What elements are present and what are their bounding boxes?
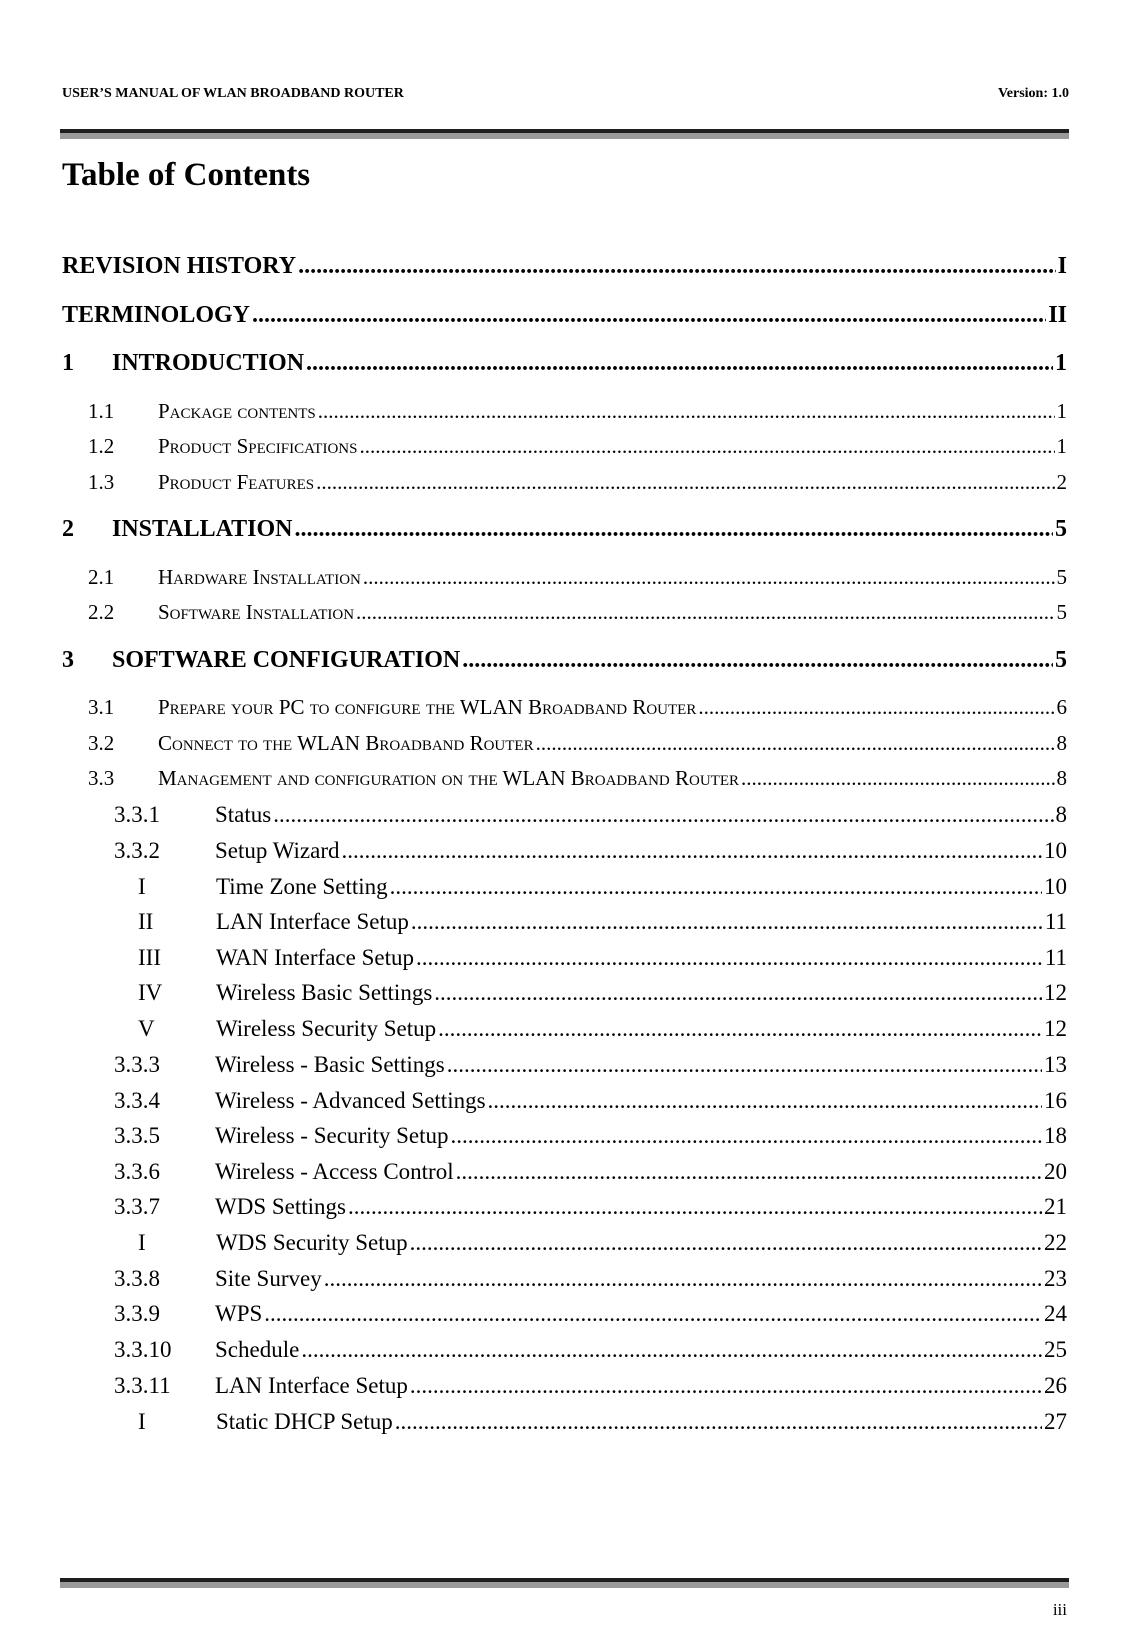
toc-leader: [295, 516, 1054, 543]
toc-page: 10: [1044, 874, 1067, 899]
toc-number: 3.3: [88, 766, 115, 790]
toc-number: 1: [62, 350, 74, 376]
toc-title: Wireless - Advanced Settings: [215, 1088, 486, 1113]
toc-page: 5: [1055, 647, 1067, 673]
header-rule: [60, 129, 1069, 139]
toc-number: 3: [62, 647, 74, 673]
toc-title: Product Features: [158, 470, 315, 494]
toc-title: Status: [215, 802, 272, 827]
toc-entry[interactable]: [114, 1301, 1067, 1331]
toc-entry[interactable]: [62, 647, 1067, 677]
toc-page: 2: [1056, 470, 1067, 494]
manual-title: USER’S MANUAL OF WLAN BROADBAND ROUTER: [62, 86, 404, 101]
toc-title: Software Installation: [158, 600, 355, 624]
toc-title: Wireless - Security Setup: [215, 1123, 449, 1148]
toc-page: 8: [1056, 731, 1067, 755]
toc-page: 11: [1044, 909, 1067, 934]
toc-leader: [359, 434, 1054, 459]
toc-page: 1: [1055, 350, 1067, 376]
toc-page: 18: [1044, 1123, 1067, 1148]
toc-leader: [438, 1016, 1042, 1042]
toc-number: 3.1: [88, 695, 115, 719]
toc-title: Hardware Installation: [158, 565, 361, 589]
toc-entry[interactable]: [88, 434, 1067, 464]
toc-title: Wireless Security Setup: [216, 1016, 437, 1041]
toc-number: 3.3.11: [114, 1373, 171, 1398]
toc-entry[interactable]: [114, 1373, 1067, 1403]
toc-title: TERMINOLOGY: [62, 302, 251, 328]
toc-entry[interactable]: [88, 695, 1067, 725]
toc-page: II: [1048, 302, 1067, 328]
toc-entry[interactable]: [114, 1088, 1067, 1118]
toc-title: SOFTWARE CONFIGURATION: [112, 647, 461, 673]
toc-title: WAN Interface Setup: [216, 945, 414, 970]
toc-title: Site Survey: [215, 1266, 322, 1291]
toc-leader: [395, 1409, 1042, 1435]
toc-entry[interactable]: [62, 253, 1067, 283]
toc-entry[interactable]: [114, 1194, 1067, 1224]
toc-leader: [698, 695, 1054, 720]
toc-page: 24: [1044, 1301, 1067, 1326]
toc-entry[interactable]: [62, 302, 1067, 332]
toc-entry[interactable]: [138, 945, 1067, 975]
version-label: Version: 1.0: [997, 86, 1069, 101]
footer-rule: [60, 1578, 1069, 1588]
toc-page: 5: [1055, 516, 1067, 542]
toc-number: 3.3.8: [114, 1266, 160, 1291]
toc-number: II: [138, 909, 154, 934]
toc-title: Product Specifications: [158, 434, 358, 458]
toc-number: 3.3.1: [114, 802, 160, 827]
toc-number: 2.1: [88, 565, 115, 589]
toc-number: 3.3.5: [114, 1123, 160, 1148]
page-number: iii: [1052, 1600, 1067, 1619]
toc-leader: [264, 1301, 1042, 1327]
toc-entry[interactable]: [138, 1230, 1067, 1260]
toc-entry[interactable]: [62, 516, 1067, 546]
toc-title: INTRODUCTION: [112, 350, 305, 376]
toc-number: 3.3.2: [114, 838, 160, 863]
toc-entry[interactable]: [114, 1052, 1067, 1082]
toc-leader: [306, 350, 1053, 377]
toc-entry[interactable]: [138, 1016, 1067, 1046]
toc-title: WDS Settings: [215, 1194, 346, 1219]
toc-page: 8: [1056, 766, 1067, 790]
page-header: [62, 86, 1069, 106]
toc-title: WPS: [215, 1301, 263, 1326]
toc-number: 3.3.9: [114, 1301, 160, 1326]
toc-page: 12: [1044, 1016, 1067, 1041]
toc-title: Time Zone Setting: [216, 874, 388, 899]
toc-number: 2: [62, 516, 74, 542]
toc-number: 3.2: [88, 731, 115, 755]
toc-number: I: [138, 1409, 146, 1434]
toc-number: 3.3.3: [114, 1052, 160, 1077]
toc-leader: [411, 909, 1043, 935]
toc-number: IV: [138, 980, 163, 1005]
toc-page: 10: [1044, 838, 1067, 863]
toc-entry[interactable]: [88, 731, 1067, 761]
toc-entry[interactable]: [88, 470, 1067, 500]
toc-title: Setup Wizard: [215, 838, 340, 863]
toc-leader: [451, 1123, 1043, 1149]
toc-leader: [410, 1373, 1042, 1399]
toc-entry[interactable]: [114, 802, 1067, 832]
toc-leader: [324, 1266, 1042, 1292]
toc-number: I: [138, 1230, 146, 1255]
toc-entry[interactable]: [138, 874, 1067, 904]
toc-entry[interactable]: [88, 565, 1067, 595]
toc-title: Wireless - Access Control: [215, 1159, 454, 1184]
toc-leader: [741, 766, 1054, 791]
toc-entry[interactable]: [114, 838, 1067, 868]
toc-number: 3.3.7: [114, 1194, 160, 1219]
toc-page: 16: [1044, 1088, 1067, 1113]
toc-leader: [416, 945, 1043, 971]
toc-entry[interactable]: [88, 399, 1067, 429]
toc-leader: [318, 399, 1055, 424]
toc-number: I: [138, 874, 146, 899]
toc-title: Management and configuration on the WLAN Broadband Router: [158, 766, 740, 790]
toc-entry[interactable]: [114, 1123, 1067, 1153]
toc-page: 8: [1055, 802, 1067, 827]
toc-page: 27: [1044, 1409, 1067, 1434]
toc-leader: [410, 1230, 1042, 1256]
toc-number: 2.2: [88, 600, 115, 624]
toc-entry[interactable]: [114, 1337, 1067, 1367]
toc-leader: [447, 1052, 1042, 1078]
toc-title: Wireless Basic Settings: [216, 980, 433, 1005]
toc-leader: [301, 1337, 1042, 1363]
toc-title: LAN Interface Setup: [215, 1373, 408, 1398]
toc-entry[interactable]: [88, 600, 1067, 630]
toc-leader: [363, 565, 1055, 590]
toc-page: 13: [1044, 1052, 1067, 1077]
page-title: Table of Contents: [62, 157, 311, 193]
toc-page: 26: [1044, 1373, 1067, 1398]
toc-page: 6: [1056, 695, 1067, 719]
toc-entry[interactable]: [88, 766, 1067, 796]
toc-entry[interactable]: [62, 350, 1067, 380]
toc-entry[interactable]: [138, 980, 1067, 1010]
toc-entry[interactable]: [114, 1159, 1067, 1189]
toc-title: WDS Security Setup: [216, 1230, 408, 1255]
toc-leader: [434, 980, 1042, 1006]
toc-leader: [252, 302, 1046, 329]
toc-number: 1.3: [88, 470, 115, 494]
toc-title: Schedule: [215, 1337, 300, 1362]
toc-title: REVISION HISTORY: [62, 253, 297, 279]
toc-title: Static DHCP Setup: [216, 1409, 393, 1434]
toc-leader: [390, 874, 1042, 900]
toc-leader: [456, 1159, 1042, 1185]
toc-number: III: [138, 945, 161, 970]
toc-title: Connect to the WLAN Broadband Router: [158, 731, 534, 755]
toc-page: I: [1057, 253, 1067, 279]
toc-leader: [356, 600, 1054, 625]
toc-leader: [536, 731, 1055, 756]
toc-entry[interactable]: [138, 1409, 1067, 1439]
toc-number: V: [138, 1016, 155, 1041]
toc-title: Package contents: [158, 399, 316, 423]
toc-entry[interactable]: [138, 909, 1067, 939]
toc-leader: [462, 647, 1053, 674]
toc-page: 1: [1056, 434, 1067, 458]
toc-number: 3.3.4: [114, 1088, 160, 1113]
toc-page: 25: [1044, 1337, 1067, 1362]
toc-page: 1: [1056, 399, 1067, 423]
toc-title: LAN Interface Setup: [216, 909, 409, 934]
toc-number: 3.3.10: [114, 1337, 172, 1362]
toc-number: 3.3.6: [114, 1159, 160, 1184]
toc-leader: [348, 1194, 1042, 1220]
toc-page: 22: [1044, 1230, 1067, 1255]
toc-title: Prepare your PC to configure the WLAN Broadband Router: [158, 695, 697, 719]
toc-number: 1.1: [88, 399, 115, 423]
toc-page: 5: [1056, 600, 1067, 624]
toc-page: 23: [1044, 1266, 1067, 1291]
toc-page: 21: [1044, 1194, 1067, 1219]
toc-leader: [316, 470, 1054, 495]
toc-page: 11: [1044, 945, 1067, 970]
toc-title: Wireless - Basic Settings: [215, 1052, 445, 1077]
toc-leader: [298, 253, 1056, 280]
toc-leader: [273, 802, 1053, 828]
toc-leader: [341, 838, 1042, 864]
toc-number: 1.2: [88, 434, 115, 458]
toc-page: 12: [1044, 980, 1067, 1005]
toc-page: 5: [1056, 565, 1067, 589]
toc-title: INSTALLATION: [112, 516, 293, 542]
toc-page: 20: [1044, 1159, 1067, 1184]
toc-leader: [488, 1088, 1042, 1114]
toc-entry[interactable]: [114, 1266, 1067, 1296]
